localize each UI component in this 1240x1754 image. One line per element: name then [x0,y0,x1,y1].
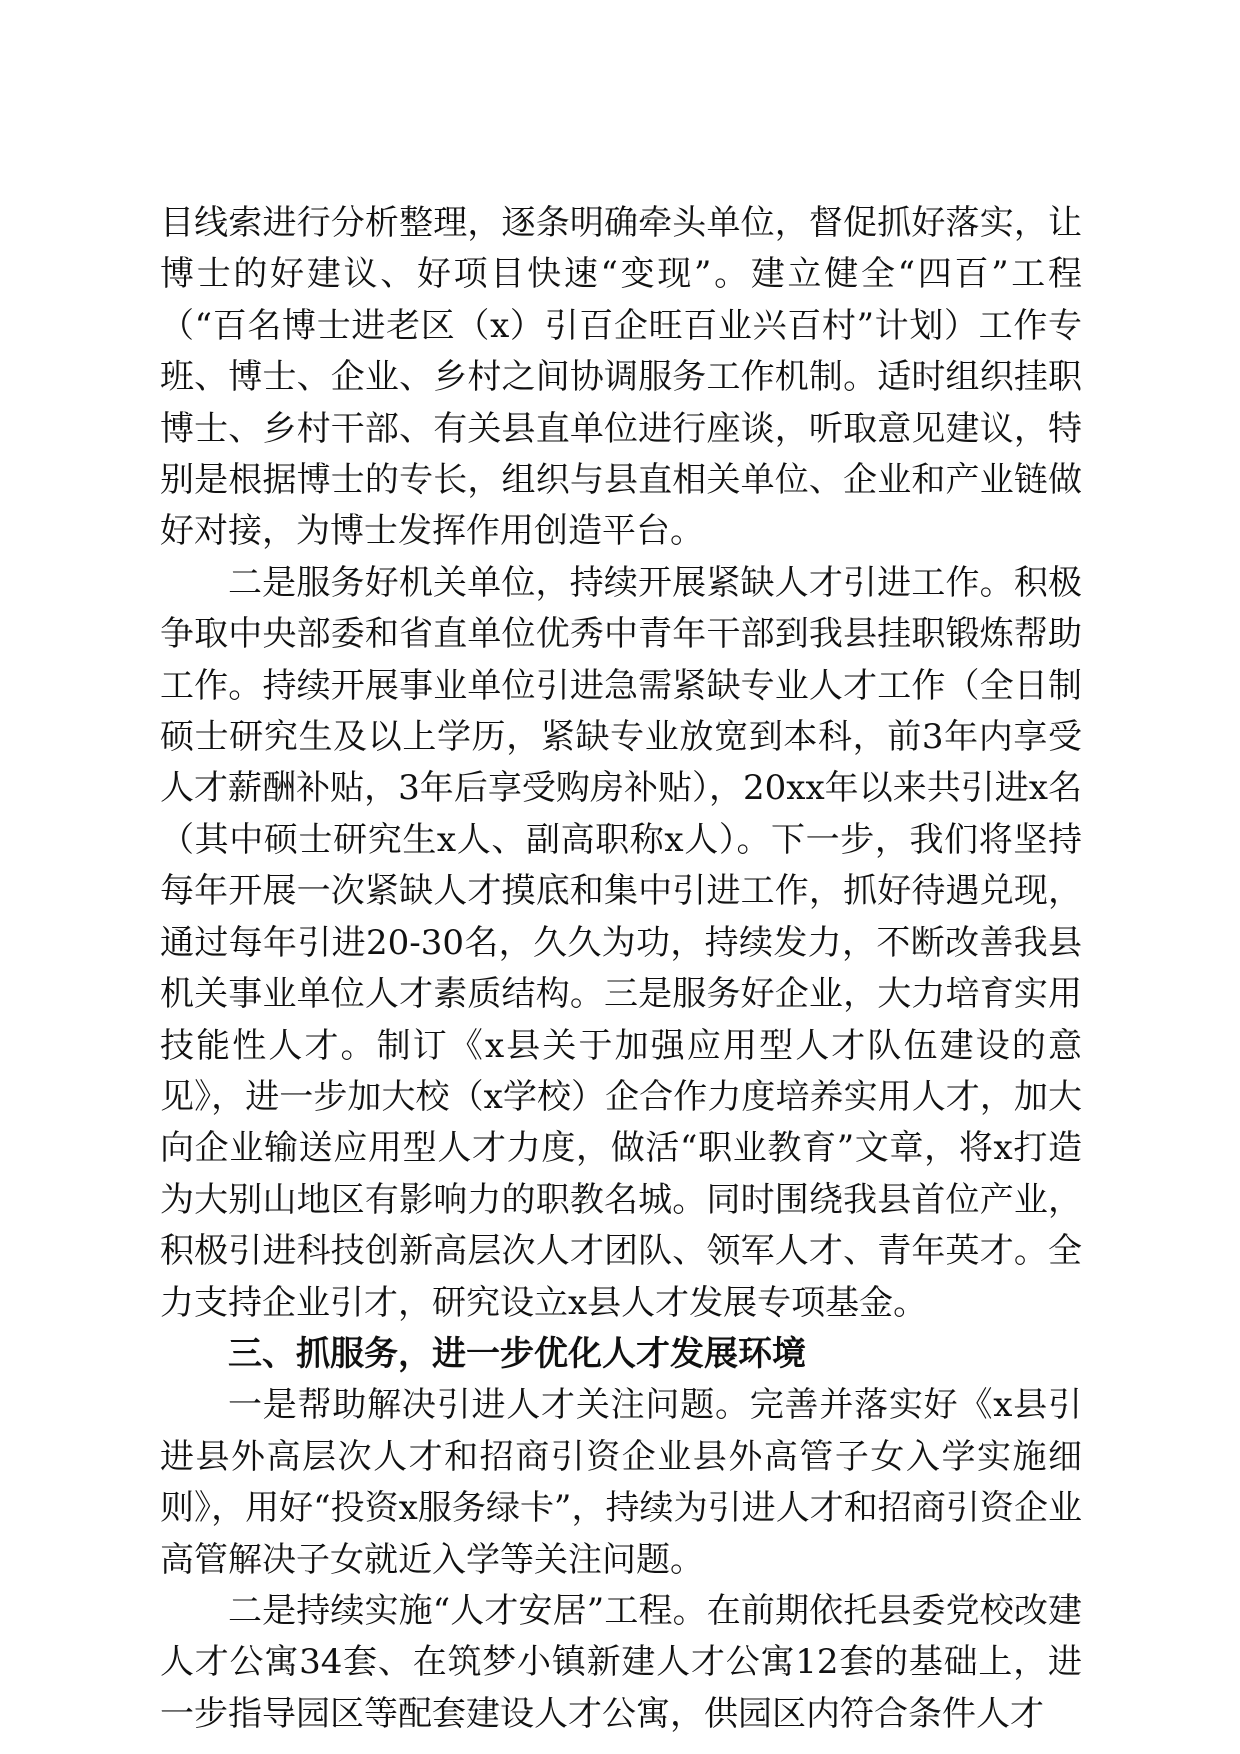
paragraph-talent-introduction: 二是服务好机关单位，持续开展紧缺人才引进工作。积极争取中央部委和省直单位优秀中青年干部到我县挂职锻炼帮助工作。持续开展事业单位引进急需紧缺专业人才工作（全日制硕士研究生及以上学历，紧缺专业放宽到本科，前3年内享受人才薪酬补贴，3年后享受购房补贴），20xx年以来共引进x名（其中硕士研究生x人、副高职称x人）。下一步，我们将坚持每年开展一次紧缺人才摸底和集中引进工作，抓好待遇兑现，通过每年引进20-30名，久久为功，持续发力，不断改善我县机关事业单位人才素质结构。三是服务好企业，大力培育实用技能性人才。制订《x县关于加强应用型人才队伍建设的意见》，进一步加大校（x学校）企合作力度培养实用人才，加大向企业输送应用型人才力度，做活“职业教育”文章，将x打造为大别山地区有影响力的职教名城。同时围绕我县首位产业，积极引进科技创新高层次人才团队、领军人才、青年英才。全力支持企业引才，研究设立x县人才发展专项基金。 [160,562,1082,1323]
paragraph-continuation: 目线索进行分析整理，逐条明确牵头单位，督促抓好落实，让博士的好建议、好项目快速“变现”。建立健全“四百”工程（“百名博士进老区（x）引百企旺百业兴百村”计划）工作专班、博士、企业、乡村之间协调服务工作机制。适时组织挂职博士、乡村干部、有关县直单位进行座谈，听取意见建议，特别是根据博士的专长，组织与县直相关单位、企业和产业链做好对接，为博士发挥作用创造平台。 [160,203,1082,552]
document-body [160,198,1082,1740]
paragraph-talent-housing: 二是持续实施“人才安居”工程。在前期依托县委党校改建人才公寓34套、在筑梦小镇新建人才公寓12套的基础上，进一步指导园区等配套建设人才公寓，供园区内符合条件人才 [160,1590,1082,1734]
section-heading: 三、抓服务，进一步优化人才发展环境 [228,1333,806,1374]
paragraph-children-schooling: 一是帮助解决引进人才关注问题。完善并落实好《x县引进县外高层次人才和招商引资企业县外高管子女入学实施细则》，用好“投资x服务绿卡”，持续为引进人才和招商引资企业高管解决子女就近入学等关注问题。 [160,1385,1082,1580]
